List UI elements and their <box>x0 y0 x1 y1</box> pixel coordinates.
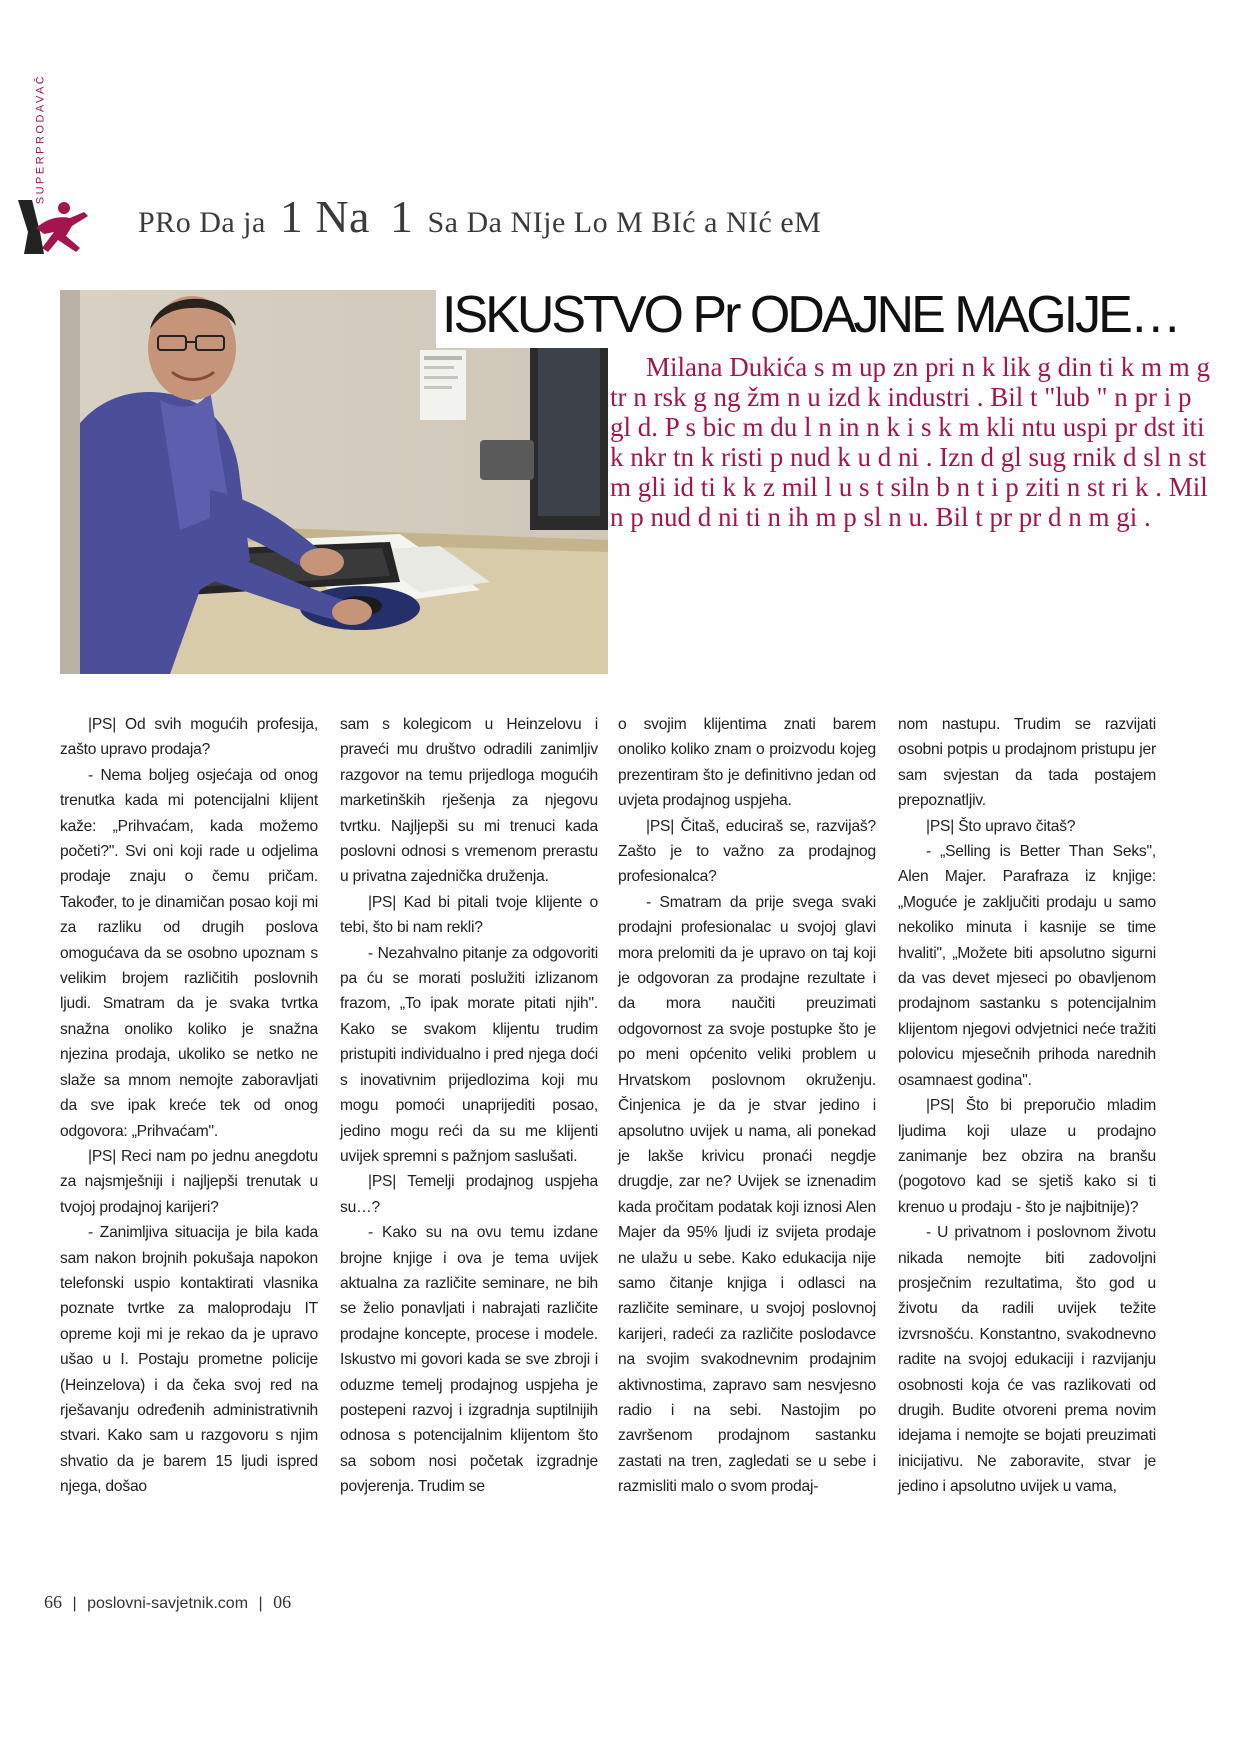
kicker <box>138 190 821 243</box>
column-paragraph: - Nezahvalno pitanje za odgovoriti pa ću se morati poslužiti izlizanom frazom, „To ipak morate pitati njih". Kako se svakom klijentu trudim pristupiti individualno i pred njega doći s inovativnim prijedlozima koji mu mogu pomoći unaprijediti posao, jedino mogu reći da su me klijenti uvijek spremni s pažnjom saslušati. <box>340 944 598 1165</box>
column-paragraph: |PS| Od svih mogućih profesija, zašto upravo prodaja? <box>60 716 318 759</box>
column-paragraph: - „Selling is Better Than Seks", Alen Majer. Parafraza iz knjige: „Moguće je zaključiti prodaju u samo nekoliko minuta i kasnije se time hvaliti", „Možete biti apsolutno sigurni da vas devet mjeseci po obavljenom prodajnom sastanku s potencijalnim klijentom njegovi odvjetnici neće tražiti polovicu mjesečnih prihoda narednih osamnaest godina". <box>898 843 1156 1089</box>
column-paragraph: |PS| Temelji prodajnog uspjeha su…? <box>340 1173 598 1216</box>
column-paragraph: |PS| Što bi preporučio mladim ljudima koji ulaze u prodajno zanimanje bez obzira na branšu (pogotovo kad se sjetiš kako si ti krenuo u prodaju - što je najbitnije)? <box>898 1097 1156 1216</box>
page-footer <box>44 1592 291 1613</box>
issue-number: 06 <box>273 1592 292 1612</box>
lead-paragraph: Milana Dukića s m up zn pri n k lik g din ti k m m g tr n rsk g ng žm n u izd k industri . Bil t "lub " n pr i p gl d. P s bic m du l n in n k i s k m kli ntu uspi pr dst iti k nkr tn k risti p nud k u d ni . Izn d gl sug rnik d sl n st m gli id ti k k z mil l u s t siln b n t i p ziti n st ri k . Mil n p nud d ni ti n ih m p sl n u. Bil t pr pr d n m gi . <box>610 352 1210 532</box>
column-paragraph: o svojim klijentima znati barem onoliko koliko znam o proizvodu kojeg prezentiram što je definitivno jedan od uvjeta prodajnog uspjeha. <box>618 716 876 810</box>
article-column-1 <box>60 712 318 1500</box>
column-paragraph: |PS| Čitaš, educiraš se, razvijaš? Zašto je to važno za prodajnog profesionalca? <box>618 817 876 886</box>
footer-separator: | <box>258 1595 263 1612</box>
column-paragraph: nom nastupu. Trudim se razvijati osobni potpis u prodajnom pristupu jer sam svjestan da tada postajem prepoznatljiv. <box>898 716 1156 810</box>
headline: ISKUSTVO Pr ODAJNE MAGIJE… <box>436 282 1202 348</box>
article-column-4 <box>898 712 1156 1500</box>
runner-logo-icon <box>14 196 100 258</box>
page-number: 66 <box>44 1592 62 1612</box>
column-paragraph: |PS| Reci nam po jednu anegdotu za najsmješniji i najljepši trenutak u tvojoj prodajnoj karijeri? <box>60 1147 318 1216</box>
column-paragraph: - Nema boljeg osjećaja od onog trenutka kada mi potencijalni klijent kaže: „Prihvaćam, kada možemo početi?". Svi oni koji rade u odjelima prodaje znaju o čemu pričam. Također, to je dinamičan posao koji mi za razliku od drugih poslova omogućava da se osobno upoznam s velikim brojem različitih poslovnih ljudi. Smatram da je svaka tvrtka snažna onoliko koliko je snažna njezina prodaja, ukoliko se netko ne slaže sa mnom nemojte zaboravljati da sve ipak kreće tek od onog odgovora: „Prihvaćam". <box>60 766 318 1140</box>
footer-separator: | <box>72 1595 77 1612</box>
kicker-na: Na <box>315 191 370 242</box>
column-paragraph: |PS| Kad bi pitali tvoje klijente o tebi, što bi nam rekli? <box>340 893 598 937</box>
column-paragraph: sam s kolegicom u Heinzelovu i praveći mu društvo odradili zanimljiv razgovor na temu prijedloga mogućih marketinških rješenja za njegovu tvrtku. Najljepši su mi trenuci kada poslovni odnosi s vremenom prerastu u privatna zajednička druženja. <box>340 716 598 886</box>
kicker-b: Sa Da NIje Lo M BIć a NIć eM <box>427 206 822 239</box>
article-column-2 <box>340 712 598 1500</box>
kicker-num1: 1 <box>279 191 304 242</box>
column-paragraph: - Zanimljiva situacija je bila kada sam nakon brojnih pokušaja napokon telefonski uspio kontaktirati vlasnika poznate tvrtke za maloprodaju IT opreme koji mi je rekao da je upravo ušao u I. Postaju prometne policije (Heinzelova) i da čeka svoj red na rješavanju određenih administrativnih stvari. Kako sam u razgovoru s njim shvatio da je barem 15 ljudi ispred njega, došao <box>60 1224 318 1496</box>
column-paragraph: - Smatram da prije svega svaki prodajni profesionalac u svojoj glavi mora prelomiti da je upravo on taj koji je odgovoran za prodajne rezultate i da mora naučiti preuzimati odgovornost za svoje postupke što je po meni općenito veliki problem u Hrvatskom poslovnom okruženju. Činjenica je da je stvar jedino i apsolutno uvijek u nama, ali ponekad je lakše krivicu pronaći negdje drugdje, zar ne? Uvijek se iznenadim kada pročitam podatak koji iznosi Alen Majer da 95% ljudi iz svijeta prodaje ne ulažu u sebe. Kako edukacija nije samo čitanje knjiga i odlasci na različite seminare, u svojoj poslovnoj karijeri, radeći za različite poslodavce na svojim svakodnevnim prodajnim aktivnostima, zapravo sam nesvjesno radio i na sebi. Nastojim po završenom prodajnom sastanku zastati na tren, zagledati se u sebe i razmisliti malo o svom prodaj- <box>618 893 876 1496</box>
column-paragraph: |PS| Što upravo čitaš? <box>926 817 1076 835</box>
column-paragraph: - U privatnom i poslovnom životu nikada nemojte biti zadovoljni prosječnim rezultatima, što god u životu da radili uvijek težite izvrsnošću. Konstantno, svakodnevno radite na svojoj edukaciji i razvijanju osobnosti koja će vas razlikovati od drugih. Budite otvoreni prema novim idejama i nemojte se bojati preuzimati inicijativu. Ne zaboravite, stvar je jedino i apsolutno uvijek u vama, <box>898 1224 1156 1496</box>
column-paragraph: - Kako su na ovu temu izdane brojne knjige i ova je tema uvijek aktualna za različite seminare, ne bih se želio ponavljati i nabrajati različite prodajne koncepte, procese i modele. Iskustvo mi govori kada se sve zbroji i oduzme temelj prodajnog uspjeha je postepeni razvoj i izgradnja suptilnijih odnosa s potencijalnim klijentom što sa sobom nosi početak izgradnje povjerenja. Trudim se <box>340 1224 598 1496</box>
section-tag-text: SUPERPRODAVAČ <box>34 73 47 205</box>
kicker-num2: 1 <box>389 191 414 242</box>
footer-site: poslovni-savjetnik.com <box>87 1595 249 1612</box>
kicker-a: PRo Da ja <box>138 206 266 239</box>
article-column-3 <box>618 712 876 1500</box>
